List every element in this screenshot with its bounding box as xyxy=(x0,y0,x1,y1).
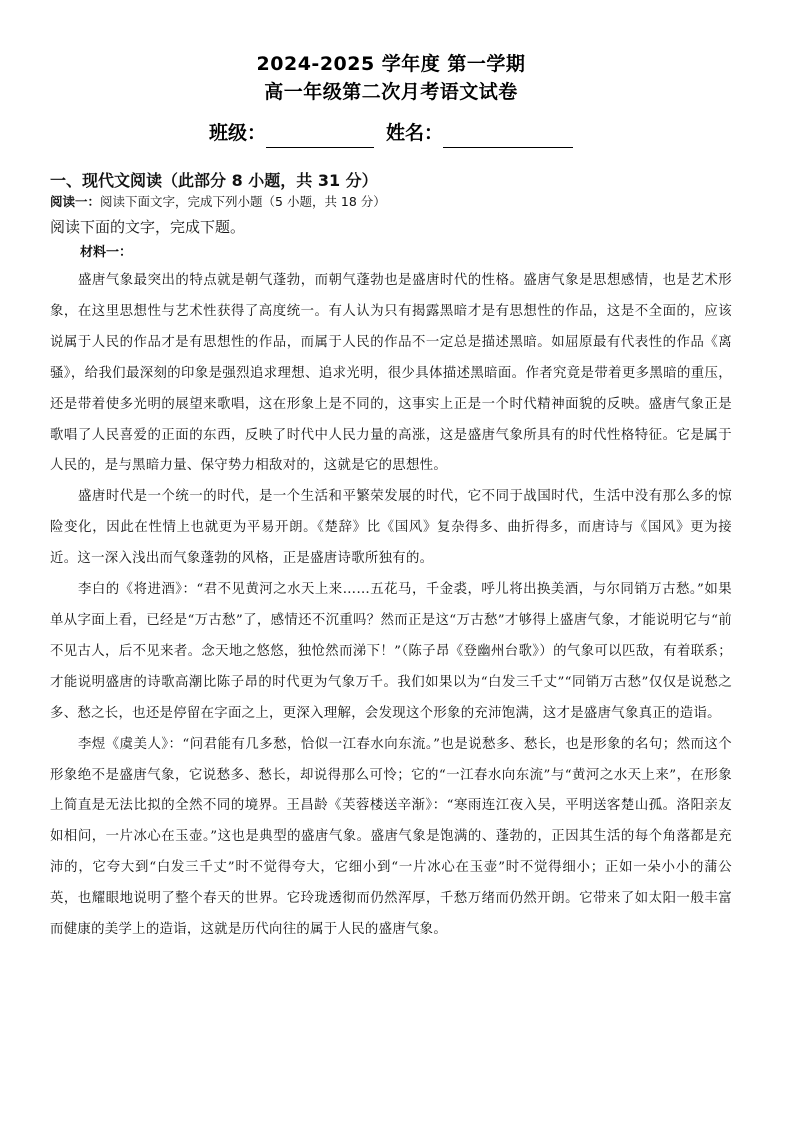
reading-label: 阅读一： xyxy=(50,194,101,209)
passage-paragraph: 李白的《将进酒》：“君不见黄河之水天上来……五花马，千金裘，呼儿将出换美酒，与尔同销万古愁。”如果单从字面上看，已经是“万古愁”了，感情还不沉重吗？然而正是这“万古愁”才够得上盛唐气象，才能说明它与“前不见古人，后不见来者。念天地之悠悠，独怆然而涕下！”（陈子昂《登幽州台歌》）的气象可以匹敌，有着联系；才能说明盛唐的诗歌高潮比陈子昂的时代更为气象万千。我们如果以为“白发三千丈”“同销万古愁”仅仅是说愁之多、愁之长，也还是停留在字面之上，更深入理解，会发现这个形象的充沛饱满，这才是盛唐气象真正的造诣。 xyxy=(50,582,732,721)
material-label: 材料一： xyxy=(80,245,133,260)
name-label: 姓名： xyxy=(386,122,444,144)
title-block xyxy=(50,50,732,148)
section-heading: 一、现代文阅读（此部分 8 小题，共 31 分） xyxy=(50,171,378,190)
reading-label-row xyxy=(50,192,732,212)
reading-description: 阅读下面文字，完成下列小题（5 小题，共 18 分） xyxy=(100,194,386,209)
class-label: 班级： xyxy=(208,122,266,144)
name-blank-field[interactable] xyxy=(443,125,573,148)
passage-paragraph: 盛唐气象最突出的特点就是朝气蓬勃，而朝气蓬勃也是盛唐时代的性格。盛唐气象是思想感情，也是艺术形象，在这里思想性与艺术性获得了高度统一。有人认为只有揭露黑暗才是有思想性的作品，这是不全面的，应该说属于人民的作品才是有思想性的作品，而属于人民的作品不一定总是描述黑暗。如屈原最有代表性的作品《离骚》，给我们最深刻的印象是强烈追求理想、追求光明，很少具体描述黑暗面。作者究竟是带着更多黑暗的重压，还是带着使多光明的展望来歌唱，这在形象上是不同的，这事实上正是一个时代精神面貌的反映。盛唐气象正是歌唱了人民喜爱的正面的东西，反映了时代中人民力量的高涨，这是盛唐气象所具有的时代性格特征。它是属于人民的，是与黑暗力量、保守势力相敌对的，这就是它的思想性。 xyxy=(50,273,732,474)
passage-paragraph: 李煜《虞美人》：“问君能有几多愁，恰似一江春水向东流。”也是说愁多、愁长，也是形象的名句；然而这个形象绝不是盛唐气象，它说愁多、愁长，却说得那么可怜；它的“一江春水向东流”与“黄河之水天上来”，在形象上简直是无法比拟的全然不同的境界。王昌龄《芙蓉楼送辛渐》：“寒雨连江夜入吴，平明送客楚山孤。洛阳亲友如相问，一片冰心在玉壶。”这也是典型的盛唐气象。盛唐气象是饱满的、蓬勃的，正因其生活的每个角落都是充沛的，它夸大到“白发三千丈”时不觉得夸大，它细小到“一片冰心在玉壶”时不觉得细小；正如一朵小小的蒲公英，也耀眼地说明了整个春天的世界。它玲珑透彻而仍然浑厚，千愁万绪而仍然开朗。它带来了如太阳一般丰富而健康的美学上的造诣，这就是历代向往的属于人民的盛唐气象。 xyxy=(50,736,732,938)
class-blank-field[interactable] xyxy=(266,125,374,148)
passage-paragraph: 盛唐时代是一个统一的时代，是一个生活和平繁荣发展的时代，它不同于战国时代，生活中没有那么多的惊险变化，因此在性情上也就更为平易开朗。《楚辞》比《国风》复杂得多、曲折得多，而唐诗与《国风》更为接近。这一深入浅出而气象蓬勃的风格，正是盛唐诗歌所独有的。 xyxy=(50,489,732,567)
exam-title-year: 2024-2025 学年度 第一学期 xyxy=(256,53,526,75)
exam-title-name: 高一年级第二次月考语文试卷 xyxy=(264,81,518,103)
student-info-row xyxy=(50,118,732,148)
reading-instruction: 阅读下面的文字，完成下题。 xyxy=(50,218,246,236)
